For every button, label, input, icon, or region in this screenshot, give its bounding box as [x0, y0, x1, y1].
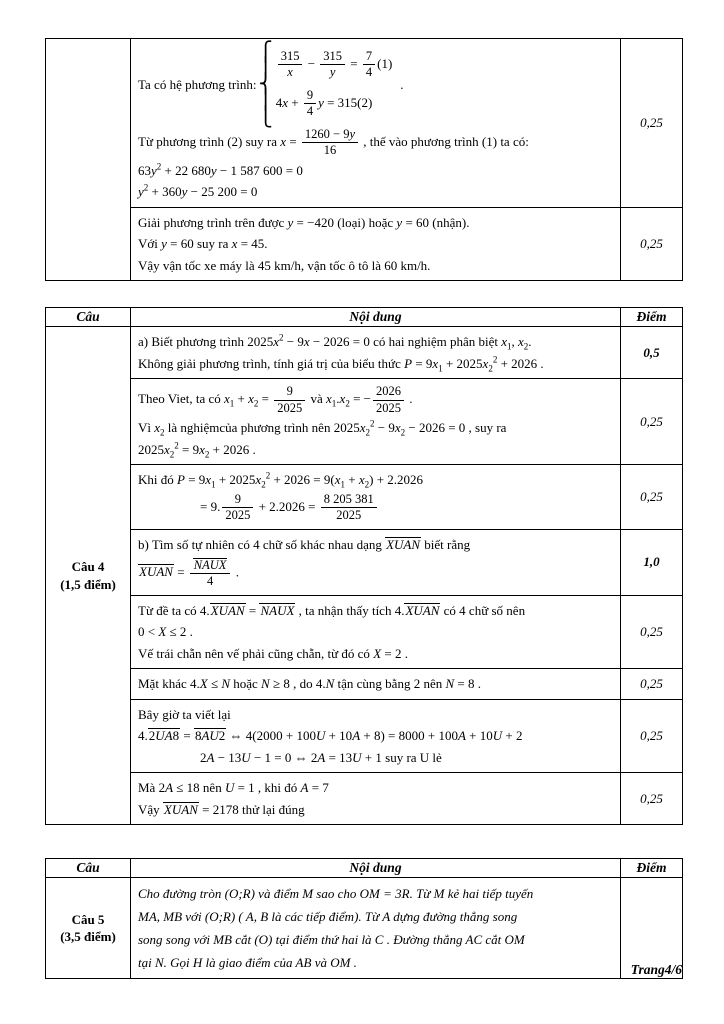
fraction: $\frac{9}{2025}$ [274, 384, 305, 416]
content-line: = 9. $\frac{9}{2025}$ + 2.2026 = $\frac{8 205 381}{2025}$ [200, 492, 613, 524]
table-row [46, 207, 683, 281]
fraction: $\frac{1260 - 9y}{16}$ [302, 127, 358, 159]
fraction: $\frac{2026}{2025}$ [373, 384, 404, 416]
content-line: Với y = 60 suy ra x = 45. [138, 236, 268, 252]
content-line: $63y^2 + 22$ 680y − 1 587 600 = 0 [138, 161, 303, 178]
score-cell: 0,25 [621, 465, 683, 530]
content-cell [131, 699, 621, 773]
content-line: song song với MB cắt (O) tại điểm thứ hai là C . Đường thẳng AC cắt OM [138, 932, 525, 948]
content-line: Không giải phương trình, tính giá trị của biểu thức $P = 9x_1 + 2025x_2^2 + 2026$ . [138, 354, 544, 374]
content-line: $y^2 + 360y - 25$ 200 = 0 [138, 183, 258, 200]
score-cell: 0,25 [621, 207, 683, 281]
answer-key-table [45, 38, 683, 281]
content-cell [131, 595, 621, 669]
score-cell: 0,25 [621, 39, 683, 208]
question-label-cell [46, 878, 131, 979]
content-line: Bây giờ ta viết lại [138, 706, 231, 722]
column-header: Điểm [621, 308, 683, 327]
content-line: tại N. Gọi H là giao điểm của AB và OM . [138, 955, 357, 971]
table-row [46, 878, 683, 979]
page-number: Trang4/6 [630, 962, 682, 977]
table-row [46, 327, 683, 379]
column-header: Câu [46, 308, 131, 327]
content-line: 0 < X ≤ 2 . [138, 624, 193, 640]
equation-period: . [400, 76, 404, 92]
content-line: Vế trái chẵn nên vế phải cũng chẵn, từ đó có X = 2 . [138, 645, 408, 661]
content-cell [131, 773, 621, 825]
table-row [46, 669, 683, 700]
table-row [46, 379, 683, 465]
question-label-line: (3,5 điểm) [60, 929, 116, 945]
table-row [46, 465, 683, 530]
content-line: Mà 2A ≤ 18 nên U = 1 , khi đó A = 7 [138, 780, 329, 796]
content-line: Vậy vận tốc xe máy là 45 km/h, vận tốc ô tô là 60 km/h. [138, 257, 431, 273]
content-line: Vì $x_2$ là nghiệmcủa phương trình nên $2025x_2^2 - 9x_2 - 2026 = 0$ , suy ra [138, 418, 507, 438]
fraction: $\frac{7}{4}$ [363, 49, 375, 81]
table-row [46, 595, 683, 669]
column-header: Câu [46, 859, 131, 878]
question-label-line: Câu 5 [71, 911, 105, 927]
table-row [46, 773, 683, 825]
content-line: b) Tìm số tự nhiên có 4 chữ số khác nhau dạng XUAN biết rằng [138, 537, 471, 552]
content-line: Vậy XUAN = 2178 thử lại đúng [138, 801, 305, 817]
fraction: $\frac{315}{y}$ [320, 49, 345, 81]
table-row [46, 39, 683, 208]
content-line: XUAN = NAUX 4 . [139, 557, 239, 589]
answer-table-question4 [45, 307, 682, 825]
equation-intro-text: Ta có hệ phương trình: [138, 76, 257, 92]
content-line: MA, MB với (O;R) ( A, B là các tiếp điểm). Từ A dựng đường thẳng song [138, 909, 518, 925]
content-line: Khi đó $P = 9x_1 + 2025x_2^2 + 2026 = 9(x_1 + x_2) + 2.2026$ [138, 470, 424, 490]
table-row [46, 530, 683, 596]
content-cell [131, 530, 621, 596]
content-line: $2025x_2^2 = 9x_2 + 2026$ . [138, 440, 256, 460]
content-line: Từ đề ta có 4.XUAN = NAUX , ta nhận thấy tích 4.XUAN có 4 chữ số nên [138, 602, 526, 618]
answer-table-question3 [45, 38, 682, 281]
content-cell [131, 39, 621, 208]
content-line: Theo Viet, ta có $x_1 + x_2$ = $\frac{9}{2025}$ và $x_1.x_2$ = − $\frac{2026}{2025}$ . [138, 384, 413, 415]
column-header: Nội dung [131, 308, 621, 327]
equation-system [138, 41, 613, 128]
question-label-line: (1,5 điểm) [60, 576, 116, 592]
content-line: Mặt khác 4.X ≤ N hoặc N ≥ 8 , do 4.N tận cùng bằng 2 nên N = 8 . [138, 676, 481, 692]
content-cell [131, 379, 621, 465]
header-row [46, 308, 683, 327]
score-cell: 1,0 [621, 530, 683, 596]
content-cell [131, 207, 621, 281]
content-line: Từ phương trình (2) suy ra x = $\frac{1260 - 9y}{16}$ , thế vào phương trình (1) ta có: [138, 126, 529, 158]
table-row [46, 699, 683, 773]
equation-stack [276, 49, 393, 121]
fraction: $\frac{8 205 381}{2025}$ [321, 492, 377, 524]
equation-line: 4x + $\frac{9}{4}$ y = 315(2) [275, 87, 373, 119]
content-line: 2A − 13U − 1 = 0 ⇔ 2A = 13U + 1 suy ra U lẻ [200, 749, 442, 765]
fraction: NAUX 4 [190, 557, 231, 590]
fraction: $\frac{9}{2025}$ [222, 492, 253, 524]
content-line: Cho đường tròn (O;R) và điểm M sao cho OM = 3R. Từ M kẻ hai tiếp tuyến [138, 886, 534, 901]
score-cell: 0,25 [621, 669, 683, 700]
column-header: Điểm [621, 859, 683, 878]
content-cell [131, 878, 621, 979]
fraction: $\frac{9}{4}$ [304, 88, 316, 120]
question-label-line: Câu 4 [71, 559, 105, 575]
header-row [46, 859, 683, 878]
question-label-cell [46, 39, 131, 281]
answer-key-table [45, 307, 683, 825]
left-brace-symbol: ⎧ ⎪ ⎨ ⎪ ⎩ [258, 41, 273, 128]
question-label-cell [46, 327, 131, 825]
score-cell: 0,25 [621, 773, 683, 825]
score-cell: 0,25 [621, 379, 683, 465]
score-cell: 0,25 [621, 699, 683, 773]
fraction: $\frac{315}{x}$ [278, 49, 303, 81]
content-line: 4.2UA8 = 8AU2 ⇔ 4(2000 + 100U + 10A + 8) = 8000 + 100A + 10U + 2 [138, 728, 523, 744]
score-cell: 0,5 [621, 327, 683, 379]
answer-table-question5 [45, 858, 682, 979]
column-header: Nội dung [131, 859, 621, 878]
content-line: Giải phương trình trên được y = −420 (loại) hoặc y = 60 (nhận). [138, 214, 470, 230]
score-cell: 0,25 [621, 595, 683, 669]
content-cell [131, 669, 621, 700]
content-line: a) Biết phương trình $2025x^2 - 9x - 2026 = 0$ có hai nghiệm phân biệt $x_1$, $x_2$. [138, 332, 532, 352]
answer-key-table [45, 858, 683, 979]
equation-line: $\frac{315}{x}$ − $\frac{315}{y}$ = $\frac{7}{4}$ (1) [276, 49, 393, 81]
content-cell [131, 327, 621, 379]
content-cell [131, 465, 621, 530]
